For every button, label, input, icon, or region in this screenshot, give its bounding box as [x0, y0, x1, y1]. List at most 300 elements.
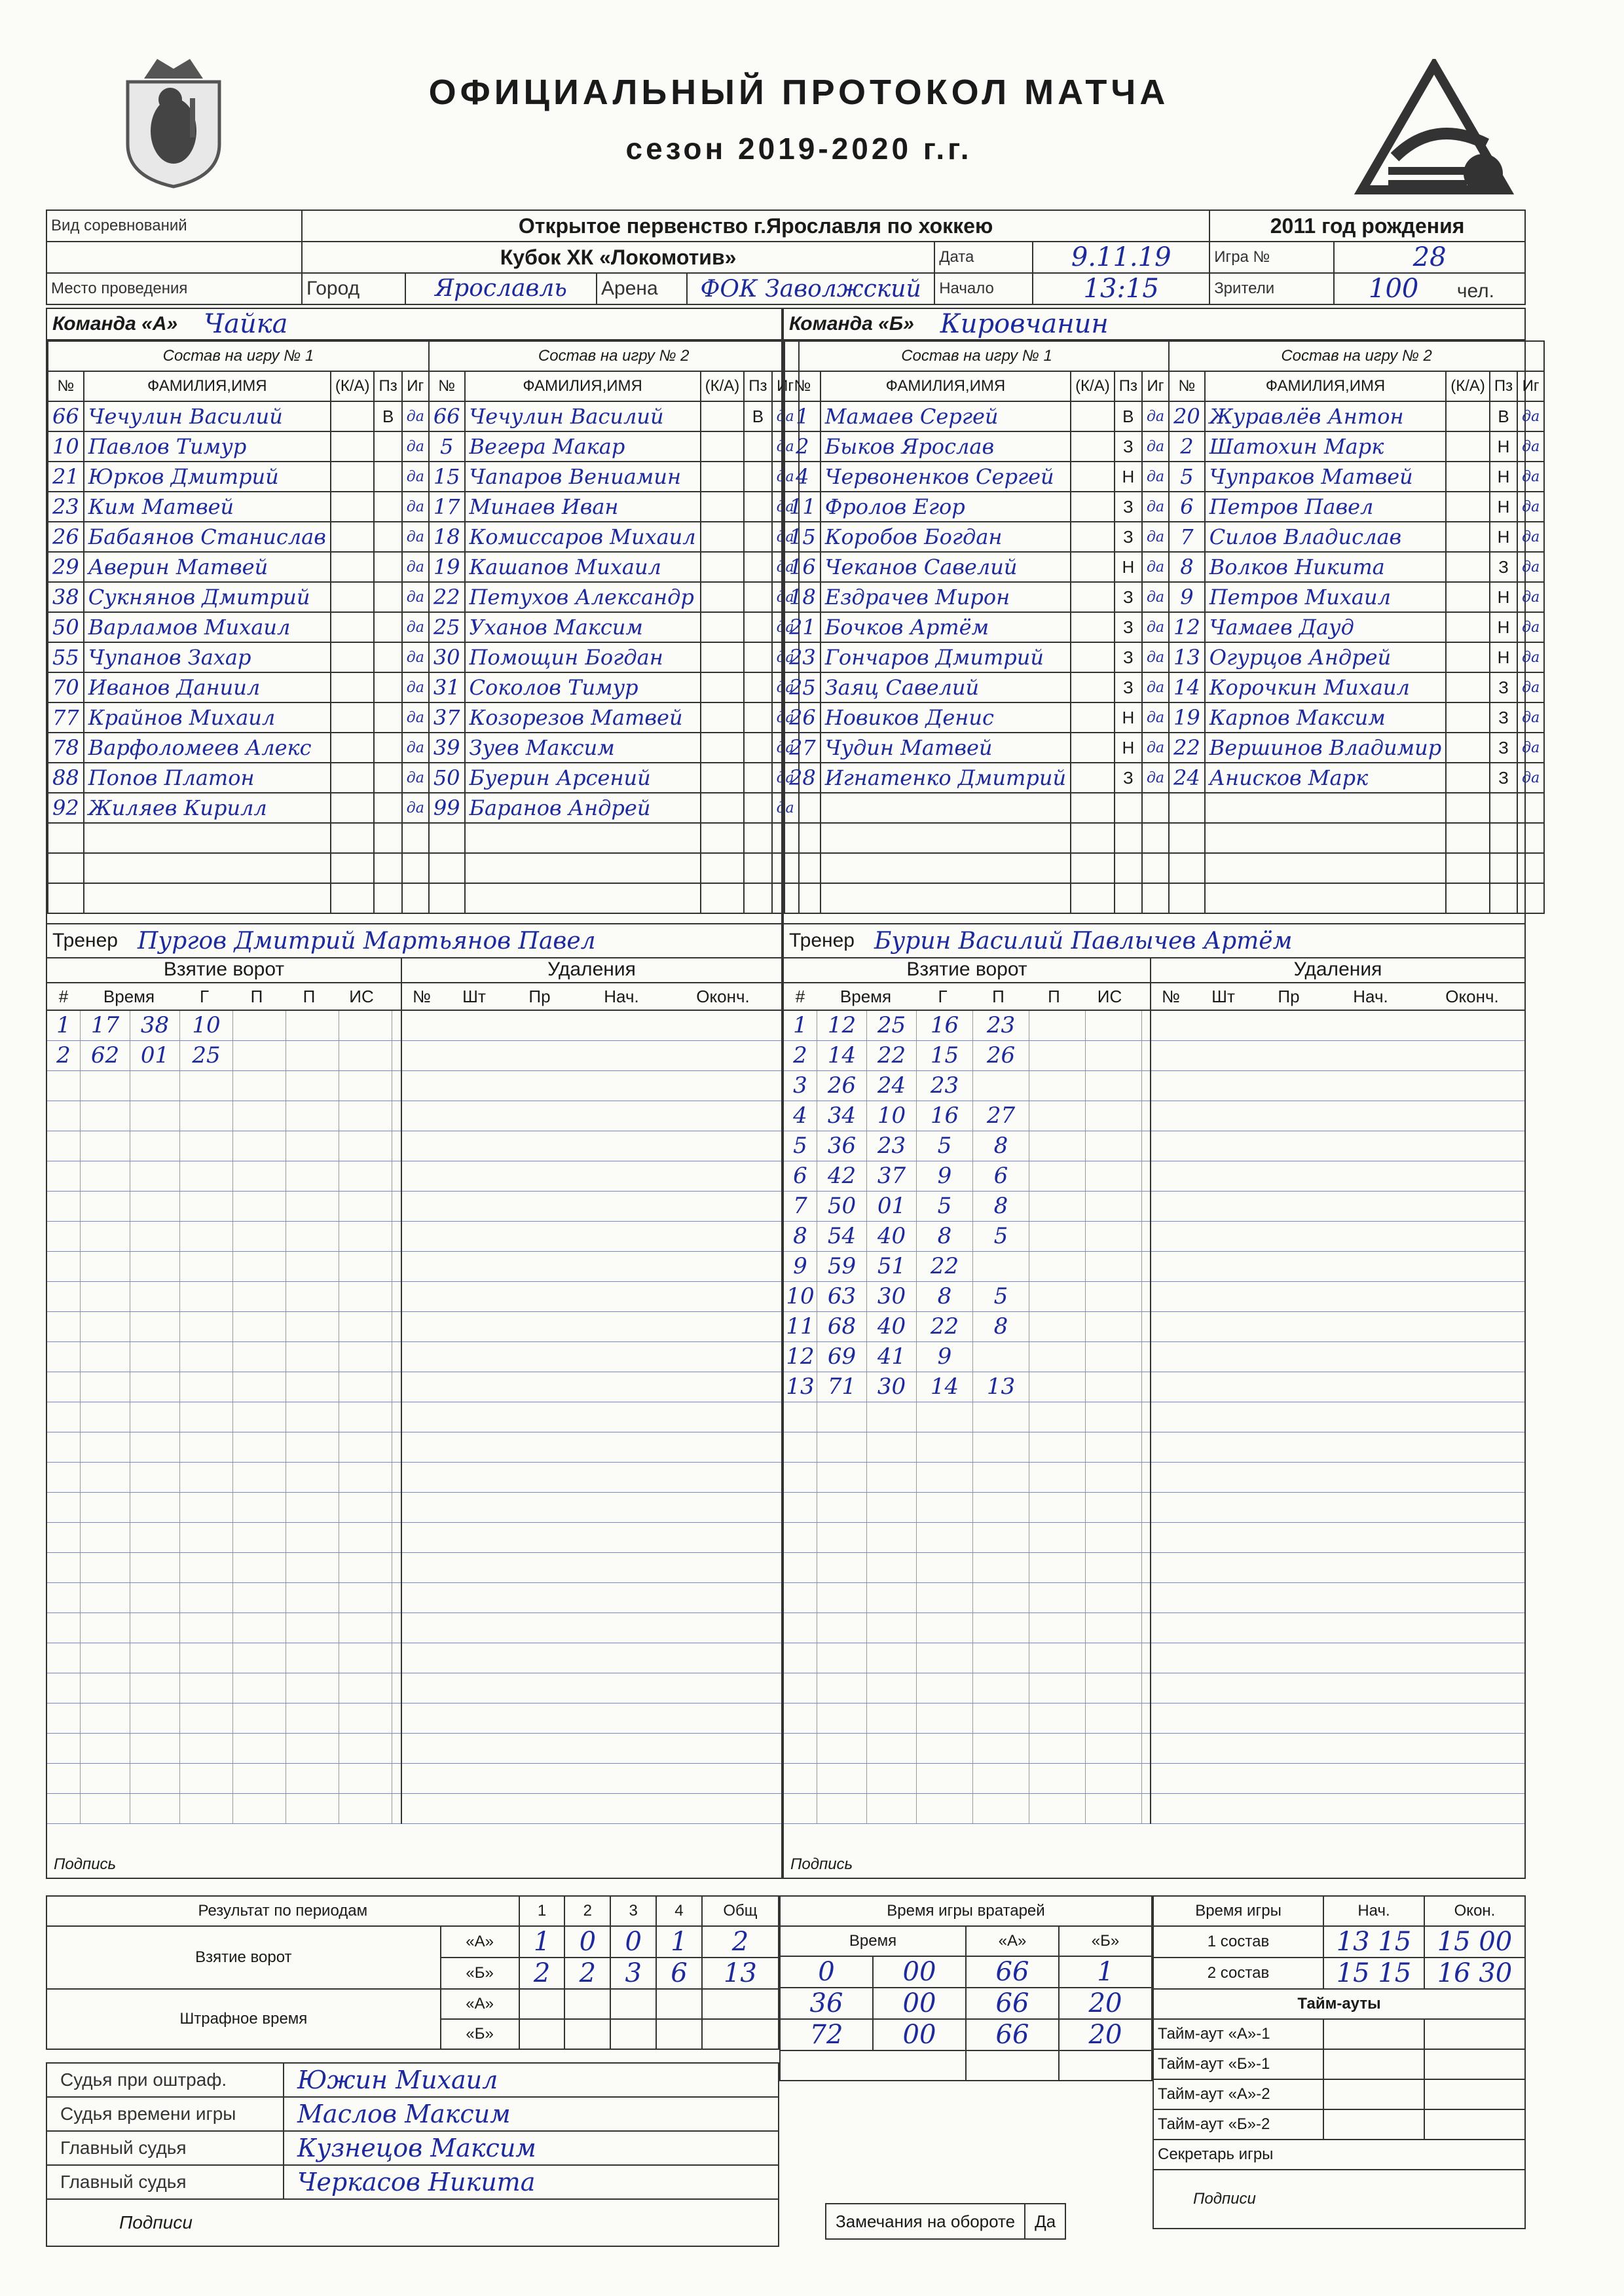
team-b-goal-assist-1	[973, 1553, 1029, 1582]
team-b-goal-number: 1	[784, 1011, 817, 1040]
goal-row	[47, 1794, 401, 1824]
goal-row	[784, 1192, 1150, 1222]
team-b-goal-number: 7	[784, 1192, 817, 1221]
team-b-goal-is	[1086, 1463, 1142, 1492]
team-a-line2-label: Состав на игру № 2	[429, 341, 799, 371]
team-a-goal-assist-2	[286, 1131, 339, 1161]
team-a-player-ka	[331, 612, 375, 642]
team-a-goal-minute	[81, 1463, 130, 1492]
team-a-goal-number	[47, 1312, 81, 1341]
col-pen-min: Шт	[462, 987, 486, 1006]
team-b-player-played: да	[1142, 401, 1169, 431]
team-b-goal-is	[1086, 1613, 1142, 1643]
team-a-player-name: Варламов Михаил	[84, 612, 331, 642]
goalie-minute: 36	[780, 1988, 873, 2019]
game-number: 28	[1334, 242, 1525, 273]
team-a-goal-minute	[81, 1553, 130, 1582]
team-a-goal-scorer	[180, 1342, 233, 1372]
team-a-name: Чайка	[204, 309, 288, 339]
team-a-player-ka	[331, 853, 375, 883]
table-row	[784, 552, 1544, 582]
team-b-goal-scorer	[917, 1432, 973, 1462]
table-row	[784, 401, 1544, 431]
goal-row	[47, 1463, 401, 1493]
team-b-player-name: Петров Михаил	[1205, 582, 1446, 612]
team-b-goal-number: 11	[784, 1312, 817, 1341]
goal-row	[47, 1583, 401, 1613]
team-b-goal-minute: 68	[817, 1312, 867, 1341]
period-3: 3	[610, 1896, 656, 1926]
team-a-goal-minute	[81, 1161, 130, 1191]
team-b-goal-number: 12	[784, 1342, 817, 1372]
team-b-player-ka	[1446, 883, 1490, 913]
team-a-goal-minute	[81, 1372, 130, 1402]
team-a-goal-number	[47, 1704, 81, 1733]
team-a-player-ka	[701, 853, 745, 883]
team-b-goal-second: 30	[867, 1282, 917, 1311]
team-b-player-ka	[1071, 763, 1115, 793]
shift1-end: 15 00	[1424, 1926, 1525, 1958]
goal-row	[784, 1734, 1150, 1764]
team-a-goal-assist-2	[286, 1101, 339, 1131]
team-b-player-name	[1205, 883, 1446, 913]
team-a-goal-number	[47, 1764, 81, 1793]
team-b-player-name: Петров Павел	[1205, 492, 1446, 522]
remarks-label: Замечания на обороте	[826, 2204, 1025, 2238]
team-b-player-ka	[1071, 702, 1115, 733]
team-b-goal-number	[784, 1463, 817, 1492]
team-b-goal-scorer: 8	[917, 1282, 973, 1311]
goal-row	[47, 1192, 401, 1222]
team-a-goal-assist-1	[233, 1463, 286, 1492]
team-a-player-played: да	[402, 462, 429, 492]
table-row	[784, 853, 1544, 883]
team-a-player-number	[48, 883, 84, 913]
team-a-player-number: 26	[48, 522, 84, 552]
team-b-goal-is	[1086, 1673, 1142, 1703]
team-b-goal-second	[867, 1463, 917, 1492]
team-a-goal-is	[339, 1071, 392, 1101]
team-b-player-name: Червоненков Сергей	[821, 462, 1071, 492]
team-a-player-name: Кашапов Михаил	[465, 552, 701, 582]
team-b-player-name: Чеканов Савелий	[821, 552, 1071, 582]
table-row	[48, 702, 799, 733]
b-goals-p1: 2	[519, 1958, 565, 1989]
penalty-row	[1151, 1282, 1524, 1312]
table-row	[48, 522, 799, 552]
team-b-goal-assist-2	[1029, 1493, 1086, 1522]
team-a-goal-number	[47, 1794, 81, 1823]
team-b-player-number	[1169, 823, 1205, 853]
team-b-player-name: Журавлёв Антон	[1205, 401, 1446, 431]
team-b-goal-assist-1	[973, 1432, 1029, 1462]
team-a-player-pos	[744, 431, 771, 462]
team-a-player-pos	[374, 431, 401, 462]
team-a-player-number: 18	[429, 522, 465, 552]
penalty-row	[402, 1402, 781, 1432]
table-row	[784, 672, 1544, 702]
period-4: 4	[656, 1896, 702, 1926]
yaroslavl-emblem	[118, 52, 229, 190]
team-a-line1-label: Состав на игру № 1	[48, 341, 429, 371]
team-a-goal-assist-2	[286, 1493, 339, 1522]
team-a-player-pos: В	[374, 401, 401, 431]
team-b-goal-assist-2	[1029, 1794, 1086, 1823]
team-a-player-name: Буерин Арсений	[465, 763, 701, 793]
team-a-goal-number	[47, 1282, 81, 1311]
goal-row	[784, 1794, 1150, 1824]
team-a-goals-label: Взятие ворот	[47, 958, 401, 983]
competition-label: Вид соревнований	[46, 210, 302, 242]
team-a-goal-minute	[81, 1764, 130, 1793]
goal-row	[47, 1312, 401, 1342]
team-b-row-label: «Б»	[441, 2019, 519, 2049]
team-b-goal-second	[867, 1794, 917, 1823]
team-b-player-ka	[1446, 462, 1490, 492]
team-a-goal-scorer	[180, 1222, 233, 1251]
team-a-player-name: Зуев Максим	[465, 733, 701, 763]
team-b-player-played	[1142, 853, 1169, 883]
team-b-goal-is	[1086, 1493, 1142, 1522]
team-b-goal-assist-2	[1029, 1011, 1086, 1040]
goal-row	[784, 1071, 1150, 1101]
team-b-goal-minute: 59	[817, 1252, 867, 1281]
col-pen-n: №	[413, 987, 431, 1006]
team-b-player-name: Бочков Артём	[821, 612, 1071, 642]
penalty-row	[402, 1101, 781, 1131]
team-b-player-name	[821, 853, 1071, 883]
goal-row	[47, 1011, 401, 1041]
team-b-player-pos: Н	[1490, 612, 1517, 642]
team-a-goal-is	[339, 1583, 392, 1613]
col-pos: Пз	[374, 371, 401, 401]
team-b-goal-scorer: 15	[917, 1041, 973, 1070]
team-b-player-name: Вершинов Владимир	[1205, 733, 1446, 763]
team-a-goal-assist-1	[233, 1011, 286, 1040]
goal-row	[784, 1101, 1150, 1131]
team-b-goal-assist-1	[973, 1252, 1029, 1281]
team-b-goal-is	[1086, 1583, 1142, 1613]
team-b-events	[783, 923, 1526, 1879]
a-goals-p3: 0	[610, 1926, 656, 1958]
team-a-goal-is	[339, 1312, 392, 1341]
team-a-goal-scorer	[180, 1131, 233, 1161]
goal-row	[784, 1673, 1150, 1704]
date-label: Дата	[934, 242, 1033, 273]
col-goal-a1: П	[250, 987, 263, 1006]
team-a-goal-assist-2	[286, 1432, 339, 1462]
team-a-goal-scorer	[180, 1282, 233, 1311]
team-a-player-name: Варфоломеев Алекс	[84, 733, 331, 763]
team-b-goal-assist-2	[1029, 1312, 1086, 1341]
team-a-goal-scorer: 25	[180, 1041, 233, 1070]
team-b-player-pos: З	[1490, 733, 1517, 763]
team-a-player-number: 66	[429, 401, 465, 431]
team-b-player-number: 26	[784, 702, 821, 733]
goal-row	[784, 1523, 1150, 1553]
goal-row	[47, 1342, 401, 1372]
team-b-player-pos: Н	[1490, 492, 1517, 522]
team-a-goal-assist-1	[233, 1673, 286, 1703]
team-a-player-pos	[374, 702, 401, 733]
team-a-player-name: Павлов Тимур	[84, 431, 331, 462]
goal-row	[47, 1041, 401, 1071]
team-a-goal-is	[339, 1252, 392, 1281]
team-a-player-ka	[701, 733, 745, 763]
team-b-player-pos: Н	[1490, 582, 1517, 612]
team-a-goal-scorer	[180, 1101, 233, 1131]
penalty-row	[1151, 1673, 1524, 1704]
team-b-goal-second	[867, 1673, 917, 1703]
team-a-player-played	[402, 823, 429, 853]
team-b-player-played: да	[1517, 763, 1544, 793]
penalty-row	[1151, 1643, 1524, 1673]
team-a-row-label: «А»	[441, 1989, 519, 2019]
col-pos: Пз	[1490, 371, 1517, 401]
team-b-line2-label: Состав на игру № 2	[1169, 341, 1544, 371]
col-goal-n: #	[58, 987, 69, 1006]
team-a-player-played: да	[772, 702, 799, 733]
team-b-player-played	[1142, 793, 1169, 823]
table-row	[48, 853, 799, 883]
period-2: 2	[564, 1896, 610, 1926]
team-b-goal-scorer	[917, 1613, 973, 1643]
team-b-player-number: 7	[1169, 522, 1205, 552]
team-b-player-name: Гончаров Дмитрий	[821, 642, 1071, 672]
team-a-player-played: да	[402, 733, 429, 763]
team-b-player-ka	[1071, 612, 1115, 642]
team-a-goal-second	[130, 1673, 180, 1703]
team-b-player-ka	[1071, 793, 1115, 823]
team-a-player-ka	[701, 672, 745, 702]
timeouts-label: Тайм-ауты	[1153, 1989, 1525, 2019]
team-b-player-name: Новиков Денис	[821, 702, 1071, 733]
team-b-player-ka	[1446, 552, 1490, 582]
team-b-player-name: Корочкин Михаил	[1205, 672, 1446, 702]
goal-row	[47, 1282, 401, 1312]
team-b-goal-second	[867, 1764, 917, 1793]
col-goal-is: ИС	[1097, 987, 1122, 1006]
team-a-player-ka	[331, 793, 375, 823]
team-b-goal-second: 25	[867, 1011, 917, 1040]
table-row	[784, 522, 1544, 552]
team-a-player-played: да	[402, 702, 429, 733]
team-b-player-ka	[1071, 642, 1115, 672]
team-a-goal-number	[47, 1402, 81, 1432]
goal-row	[784, 1613, 1150, 1643]
team-a-player-name	[465, 883, 701, 913]
team-b-player-played	[1517, 793, 1544, 823]
goal-row	[784, 1402, 1150, 1432]
team-b-player-pos: Н	[1115, 462, 1142, 492]
team-a-goal-assist-1	[233, 1493, 286, 1522]
team-b-goal-number	[784, 1432, 817, 1462]
goal-row	[784, 1312, 1150, 1342]
team-a-goal-second	[130, 1312, 180, 1341]
goal-row	[784, 1222, 1150, 1252]
team-a-player-pos	[374, 853, 401, 883]
goal-row	[47, 1071, 401, 1101]
team-a-goal-number	[47, 1523, 81, 1552]
col-name: ФАМИЛИЯ,ИМЯ	[821, 371, 1071, 401]
team-a-goal-assist-2	[286, 1794, 339, 1823]
timeout-a2: Тайм-аут «А»-2	[1153, 2079, 1323, 2109]
team-a-player-ka	[331, 431, 375, 462]
team-a-player-name: Комиссаров Михаил	[465, 522, 701, 552]
team-a-goal-scorer	[180, 1402, 233, 1432]
goalie-a: 66	[966, 1956, 1059, 1988]
team-a-goal-scorer	[180, 1161, 233, 1191]
team-b-player-ka	[1446, 492, 1490, 522]
team-b-player-ka	[1071, 492, 1115, 522]
penalty-row	[402, 1583, 781, 1613]
team-a-player-ka	[331, 702, 375, 733]
goal-row	[47, 1161, 401, 1192]
team-a-player-ka	[331, 642, 375, 672]
team-b-goal-number	[784, 1493, 817, 1522]
col-number: №	[1169, 371, 1205, 401]
team-b-goal-assist-1: 5	[973, 1222, 1029, 1251]
team-a-goal-second	[130, 1764, 180, 1793]
team-b-goal-second	[867, 1432, 917, 1462]
team-a-coach-label: Тренер	[52, 930, 118, 951]
team-b-goal-minute	[817, 1463, 867, 1492]
penalty-row	[402, 1432, 781, 1463]
team-b-player-ka	[1446, 853, 1490, 883]
team-b-player-played: да	[1142, 552, 1169, 582]
goal-row	[47, 1734, 401, 1764]
team-a-player-ka	[331, 672, 375, 702]
table-row	[48, 672, 799, 702]
team-a-player-number: 66	[48, 401, 84, 431]
team-a-player-name: Бабаянов Станислав	[84, 522, 331, 552]
table-row	[784, 582, 1544, 612]
officials-block	[46, 2062, 779, 2247]
team-b-player-played: да	[1142, 522, 1169, 552]
team-a-player-ka	[701, 582, 745, 612]
goal-row	[784, 1252, 1150, 1282]
team-a-goal-assist-2	[286, 1673, 339, 1703]
team-b-goal-minute: 26	[817, 1071, 867, 1101]
table-row	[784, 702, 1544, 733]
team-a-player-ka	[331, 582, 375, 612]
team-a-row-label: «А»	[441, 1926, 519, 1958]
goal-row	[784, 1463, 1150, 1493]
team-b-goal-number: 13	[784, 1372, 817, 1402]
team-b-goal-assist-1	[973, 1071, 1029, 1101]
goal-row	[47, 1764, 401, 1794]
team-a-player-played: да	[402, 401, 429, 431]
team-b-goals-label: Взятие ворот	[784, 958, 1150, 983]
team-a-player-number: 10	[48, 431, 84, 462]
team-a-goal-assist-2	[286, 1011, 339, 1040]
team-b-player-played	[1142, 883, 1169, 913]
team-b-goal-is	[1086, 1734, 1142, 1763]
team-b-player-played: да	[1517, 492, 1544, 522]
team-b-goal-minute	[817, 1523, 867, 1552]
team-a-player-name: Попов Платон	[84, 763, 331, 793]
team-a-goal-assist-2	[286, 1463, 339, 1492]
team-b-goal-number	[784, 1523, 817, 1552]
team-a-goal-minute: 17	[81, 1011, 130, 1040]
team-a-goal-assist-2	[286, 1222, 339, 1251]
team-b-goal-minute	[817, 1764, 867, 1793]
team-b-player-name	[821, 883, 1071, 913]
penalty-row	[1151, 1011, 1524, 1041]
team-b-player-pos: Н	[1490, 522, 1517, 552]
team-b-goal-assist-2	[1029, 1583, 1086, 1613]
team-b-player-ka	[1071, 431, 1115, 462]
team-b-player-number	[784, 853, 821, 883]
team-b-goal-second: 41	[867, 1342, 917, 1372]
team-a-player-ka	[701, 702, 745, 733]
team-a-player-pos	[374, 883, 401, 913]
col-pos: Пз	[1115, 371, 1142, 401]
timeout-b2: Тайм-аут «Б»-2	[1153, 2109, 1323, 2140]
team-b-player-pos: З	[1115, 522, 1142, 552]
official-row	[47, 2166, 778, 2200]
team-b-player-pos: Н	[1490, 642, 1517, 672]
team-b-goal-assist-1: 6	[973, 1161, 1029, 1191]
arena-value: ФОК Заволжский	[700, 275, 921, 302]
team-b-player-ka	[1071, 883, 1115, 913]
team-a-goal-assist-2	[286, 1643, 339, 1673]
team-b-player-number: 21	[784, 612, 821, 642]
team-b-player-pos: З	[1115, 431, 1142, 462]
team-b-goal-assist-2	[1029, 1041, 1086, 1070]
team-b-player-pos: З	[1115, 492, 1142, 522]
team-a-goal-is	[339, 1794, 392, 1823]
team-b-player-pos: З	[1490, 702, 1517, 733]
penalty-row	[402, 1673, 781, 1704]
penalty-row	[402, 1041, 781, 1071]
team-a-goal-assist-1	[233, 1372, 286, 1402]
team-a-goal-is	[339, 1523, 392, 1552]
team-a-player-pos	[374, 492, 401, 522]
team-a-goal-number	[47, 1613, 81, 1643]
team-a-player-name: Юрков Дмитрий	[84, 462, 331, 492]
team-b-player-played: да	[1142, 462, 1169, 492]
team-b-player-pos: В	[1490, 401, 1517, 431]
team-b-goal-assist-1: 8	[973, 1131, 1029, 1161]
team-a-goal-second	[130, 1463, 180, 1492]
team-b-player-played: да	[1517, 522, 1544, 552]
team-b-goal-scorer: 8	[917, 1222, 973, 1251]
team-b-goal-assist-1	[973, 1523, 1029, 1552]
team-b-goal-assist-2	[1029, 1553, 1086, 1582]
team-a-player-name: Аверин Матвей	[84, 552, 331, 582]
team-b-goal-second: 51	[867, 1252, 917, 1281]
penalty-row	[402, 1613, 781, 1643]
team-a-player-played: да	[772, 552, 799, 582]
team-a-goal-number	[47, 1342, 81, 1372]
penalty-row	[1151, 1101, 1524, 1131]
team-a-goal-is	[339, 1192, 392, 1221]
team-a-goal-assist-1	[233, 1764, 286, 1793]
col-goal-a2: П	[303, 987, 316, 1006]
team-b-player-pos: З	[1490, 763, 1517, 793]
team-a-goal-minute	[81, 1282, 130, 1311]
team-b-goal-minute	[817, 1613, 867, 1643]
team-a-player-pos	[744, 642, 771, 672]
team-a-goal-assist-2	[286, 1523, 339, 1552]
team-b-goal-is	[1086, 1192, 1142, 1221]
team-b-goal-scorer	[917, 1673, 973, 1703]
team-a-player-name: Уханов Максим	[465, 612, 701, 642]
team-a-goal-assist-2	[286, 1282, 339, 1311]
goalie-b: 20	[1059, 1988, 1152, 2019]
team-a-goal-is	[339, 1553, 392, 1582]
